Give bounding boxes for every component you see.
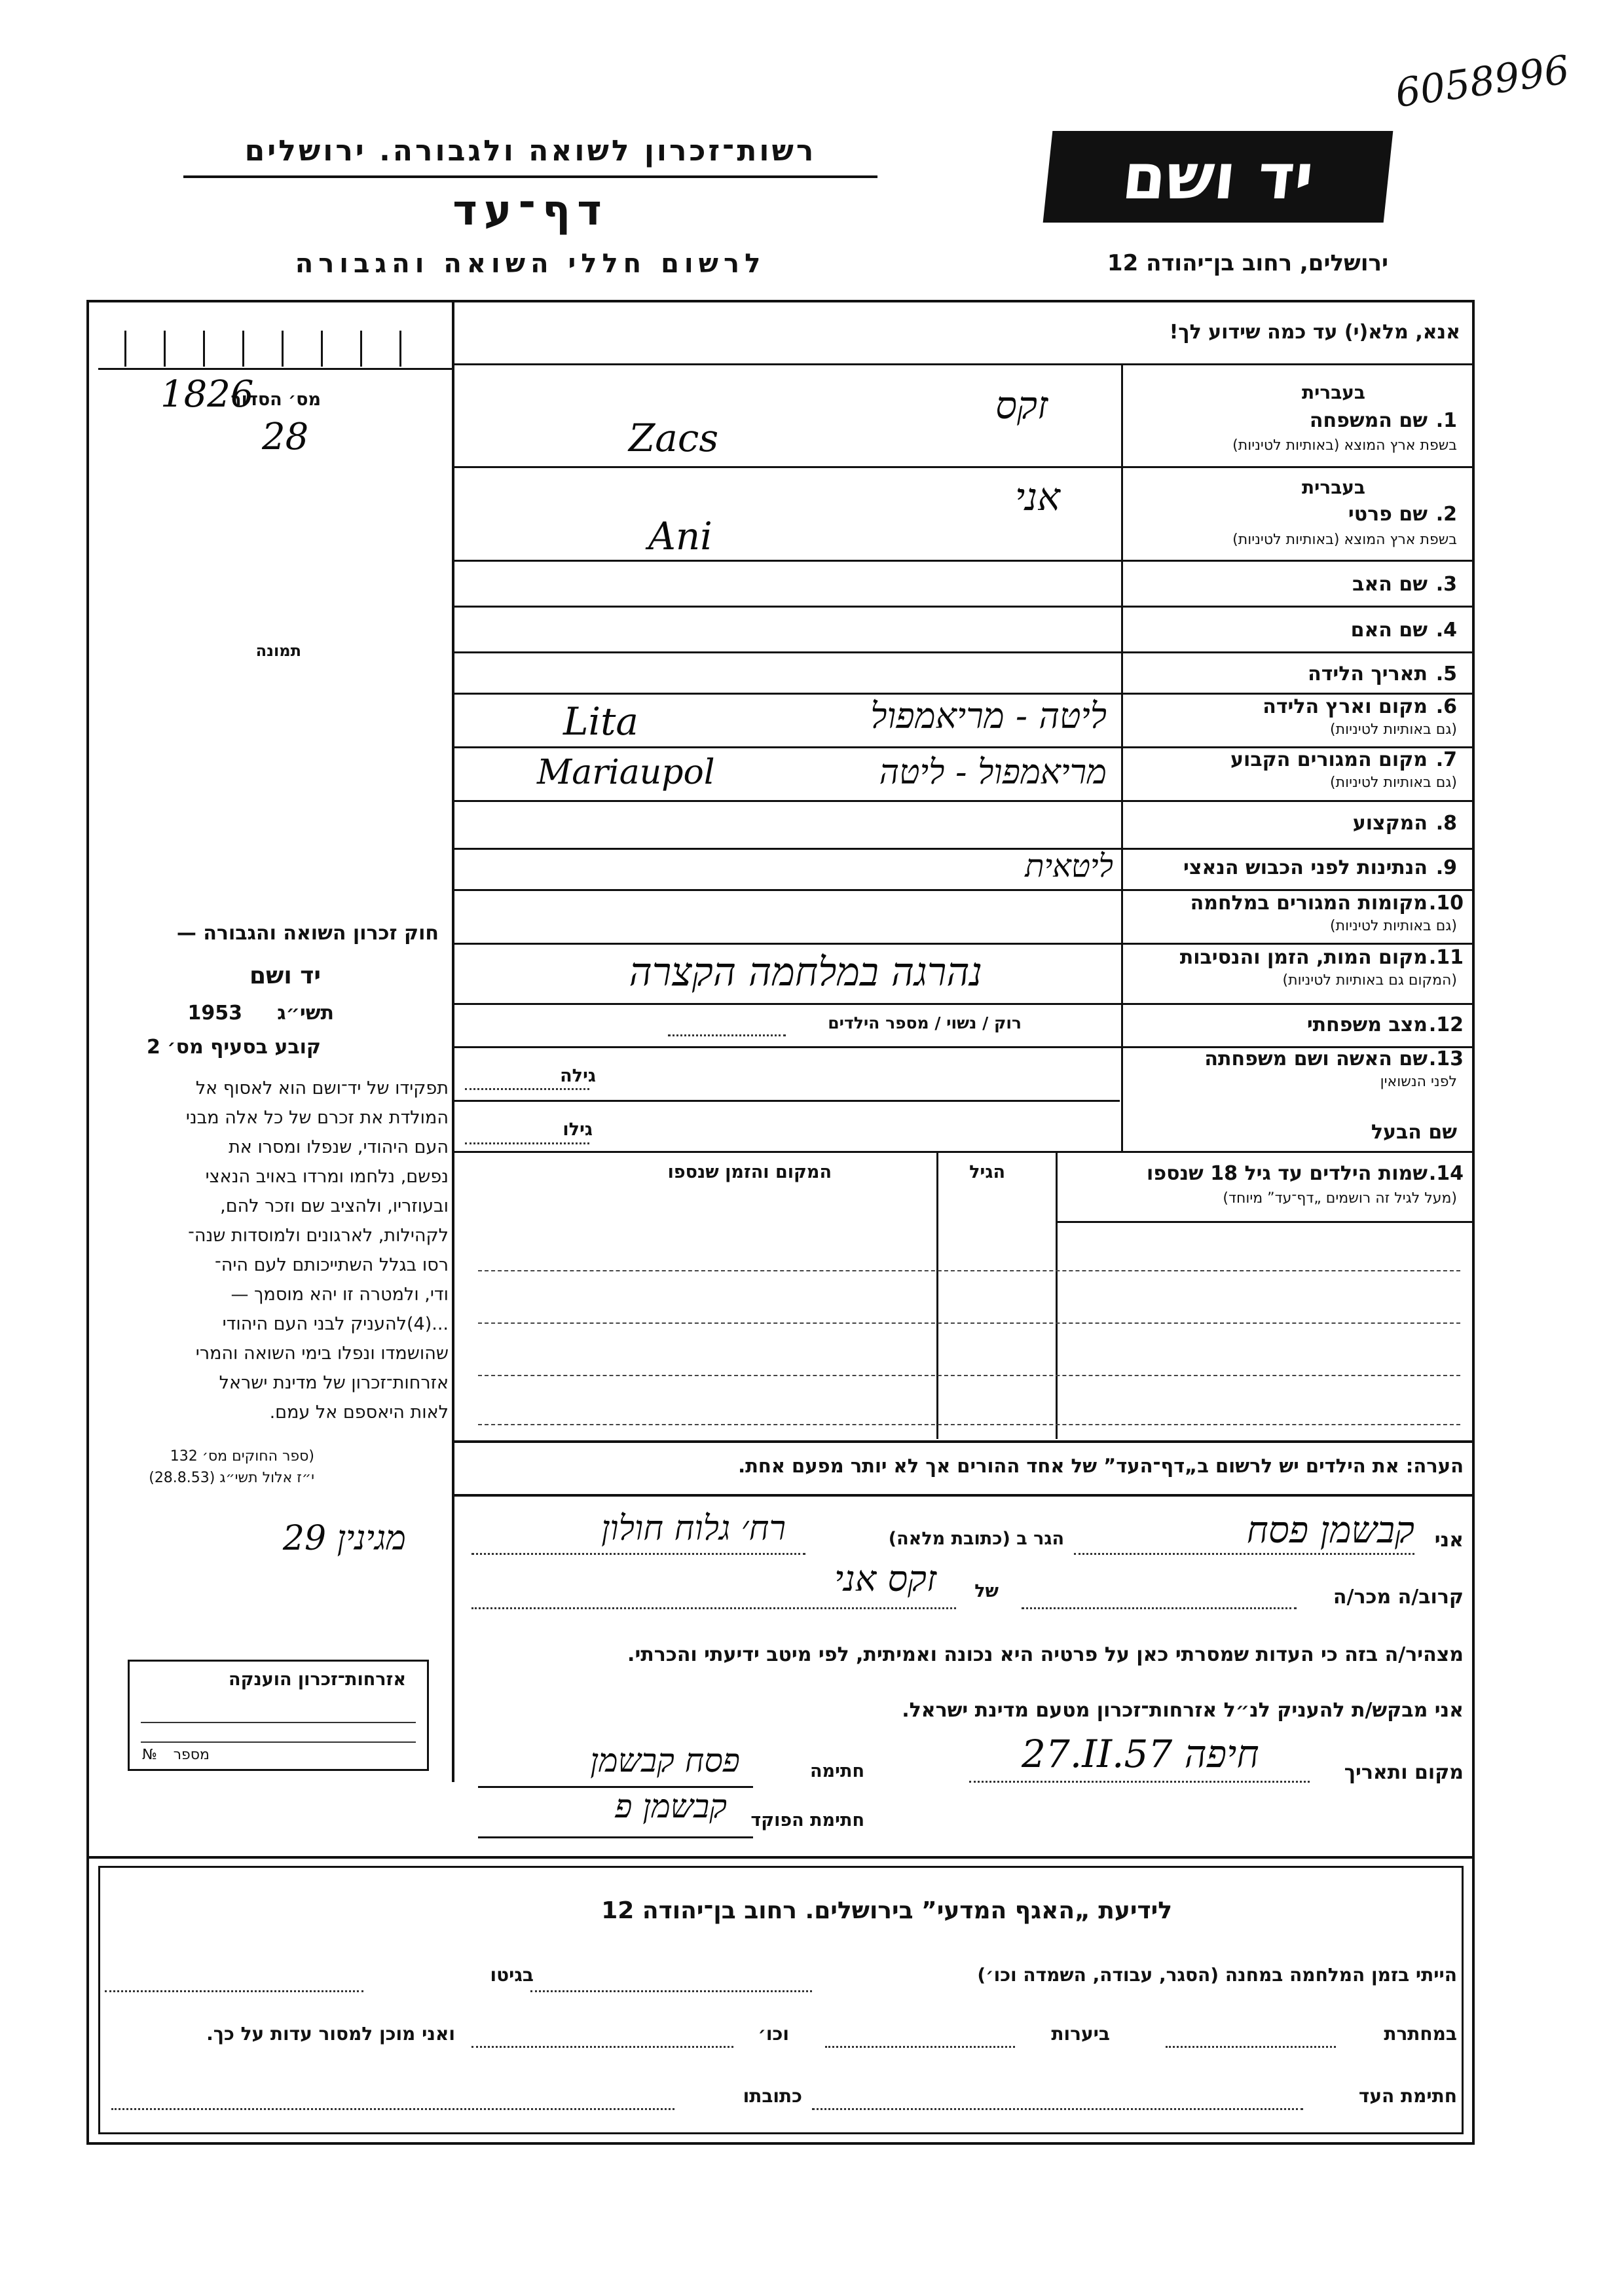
field-6-number: 6. (1435, 695, 1457, 718)
declaration-statement: מצהיר/ה בזה כי העדות שמסרתי כאן על פרטיה היא נכונה ואמיתית, לפי מיטב ידיעתי והכרתי. (627, 1643, 1464, 1666)
field-9-value[interactable]: ליטאית (1025, 848, 1113, 884)
citizenship-number-symbol: № (142, 1747, 157, 1763)
signature-label: חתימה (809, 1761, 864, 1781)
field-1-sublabel: בשפת ארץ המוצא (באותיות לטיניות) (1232, 437, 1457, 454)
field-7-label: מקום המגורים הקבוע (1230, 748, 1428, 771)
declarant-address[interactable]: רח׳ גלוח חולון (601, 1509, 786, 1548)
children-label: שמות הילדים עד גיל 18 שנספו (1147, 1162, 1428, 1185)
place-date-label: מקום ותאריך (1344, 1761, 1464, 1784)
law-text: תפקידו של יד־ושם הוא לאסוף אל המולדת את זכרם של כל אלה מבני העם היהודי, שנפלו ומסרו את נפשם, נלחמו ומרדו באויב הנאצי ובעוזריו, ולהציב שם וזכר להם, לקהילות, לארגונים ולמוסדות שנה־ רסו בגלל השתייכותם לעם היה־ ודי, ולמטרה זו יהא מוסמך — ...(4)להעניק לבני העם היהודי שהושמדו ונפלו בימי השואה והמרי אזרחות־זכרון של מדינת ישראל לאות היאספם אל עמם. (185, 1078, 449, 1423)
law-name: יד ושם (249, 962, 321, 989)
field-2-latin-value[interactable]: Ani (648, 514, 712, 558)
footer-underground-label: במחתרת (1384, 2023, 1457, 2045)
field-13-sublabel: לפני הנשואין (1380, 1074, 1457, 1090)
relative-label: קרוב/ה מכר/ה (1333, 1586, 1464, 1609)
authority-name: רשות־זכרון לשואה ולגבורה. ירושלים (244, 134, 817, 168)
archive-number: 6058996 (1392, 46, 1572, 117)
field-1-hebrew-value[interactable]: זקס (995, 383, 1048, 428)
field-6-label: מקום וארץ הלידה (1263, 695, 1428, 718)
field-11-value[interactable]: נהרגה במלחמה הקצרה (629, 949, 982, 995)
declaration-request: אני מבקש/ת להעניק לנ״ל אזרחות־זכרון מטעם מדינת ישראל. (902, 1699, 1464, 1722)
footer-witness-address-label: כתובתו (743, 2085, 802, 2107)
law-reference: (ספר החוקים מס׳ 132 (170, 1448, 314, 1465)
field-5-label: תאריך הלידה (1308, 663, 1428, 685)
serial-ticks (118, 331, 426, 367)
children-sublabel: (מעל לגיל זה רושמים „דף־עד” מיוחד) (1223, 1190, 1457, 1207)
serial-value: 1826 (160, 373, 254, 416)
footer-witness-signature-label: חתימת העד (1358, 2085, 1457, 2107)
place-date-value[interactable]: 27.II.57 חיפה (1022, 1732, 1259, 1776)
side-handwritten-note: מגינין 29 (282, 1519, 406, 1558)
field-5-number: 5. (1435, 663, 1457, 685)
serial-sub: 28 (262, 416, 309, 458)
relative-of-value[interactable]: זקס אני (834, 1558, 936, 1599)
field-7-number: 7. (1435, 748, 1457, 771)
note-text: הערה: את הילדים יש לרשום ב„דף־העד” של אחד ההורים אך לא יותר מפעם אחת. (738, 1455, 1464, 1477)
husband-name-label: שם הבעל (1371, 1121, 1457, 1144)
field-11-sublabel: (המקום גם באותיות לטיניות) (1282, 972, 1457, 989)
footer-title: לידיעת „האגף המדעי” בירושלים. רחוב בן־יהודה 12 (601, 1897, 1172, 1924)
field-13-label: שם האשה ושם משפחתה (1204, 1048, 1428, 1070)
clerk-signature[interactable]: קבשמן פ (615, 1787, 727, 1825)
clerk-signature-label: חתימת הפוקד (750, 1810, 864, 1831)
footer-camp-label: הייתי בזמן המלחמה במחנה (הסגר, עבודה, השמדה וכו׳) (977, 1964, 1457, 1986)
citizenship-title: אזרחות־זכרון הוענקה (229, 1669, 406, 1690)
children-age-header: הגיל (969, 1162, 1005, 1182)
form-title: דף־עד (452, 187, 608, 235)
yad-vashem-logo: יד ושם (1043, 131, 1393, 223)
law-section: קובע בסעיף מס׳ 2 (146, 1036, 321, 1059)
field-1-number: 1. (1435, 409, 1457, 432)
field-4-number: 4. (1435, 619, 1457, 642)
field-12-number: 12. (1428, 1013, 1464, 1036)
field-11-label: מקום המות, הזמן והנסיבות (1179, 946, 1428, 969)
field-2-hebrew-value[interactable]: אני (1015, 475, 1060, 519)
of-label: של (974, 1581, 999, 1601)
field-2-hebrew-label: בעברית (1301, 477, 1365, 498)
field-8-number: 8. (1435, 812, 1457, 835)
field-8-label: המקצוע (1352, 812, 1428, 835)
children-place-header: המקום והזמן שנספו (667, 1162, 832, 1182)
field-3-label: שם האב (1352, 573, 1428, 596)
law-reference-date: י״ז אלול תשי״ג (28.8.53) (149, 1470, 314, 1486)
footer-forests-label: ביערות (1051, 2023, 1110, 2045)
field-2-label: שם פרטי (1348, 503, 1428, 526)
field-1-label: שם המשפחה (1309, 409, 1428, 432)
footer-etc-label: וכו׳ (758, 2023, 789, 2045)
husband-age-label: גילו (563, 1120, 593, 1140)
field-7-latin-value[interactable]: Mariaupol (537, 753, 715, 792)
declarant-i-label: אני (1434, 1529, 1464, 1552)
field-12-options: רוק / נשוי / מספר הילדים (828, 1013, 1022, 1032)
serial-label: מס׳ הסדור (231, 390, 321, 410)
field-14-number: 14. (1428, 1162, 1464, 1185)
form-subtitle: לרשום חללי השואה והגבורה (295, 249, 766, 279)
field-9-number: 9. (1435, 856, 1457, 879)
field-2-number: 2. (1435, 503, 1457, 526)
law-title: חוק זכרון השואה והגבורה — (176, 922, 439, 945)
citizenship-number-label: מספר (173, 1747, 210, 1763)
field-6-latin-value[interactable]: Lita (563, 699, 638, 744)
field-1-latin-value[interactable]: Zacs (629, 416, 719, 460)
field-9-label: הנתינות לפני הכבוש הנאצי (1183, 856, 1428, 879)
address: ירושלים, רחוב בן־יהודה 12 (1107, 250, 1388, 276)
footer-ghetto-label: בגיטו (490, 1964, 534, 1986)
field-2-sublabel: בשפת ארץ המוצא (באותיות לטיניות) (1232, 532, 1457, 548)
field-6-sublabel: (גם באותיות לטיניות) (1330, 721, 1457, 738)
field-13-age-label: גילה (560, 1066, 596, 1086)
field-1-hebrew-label: בעברית (1301, 382, 1365, 403)
field-10-sublabel: (גם באותיות לטיניות) (1330, 918, 1457, 934)
intro-text: אנא, מלא(י) עד כמה שידוע לך! (1169, 321, 1460, 344)
declarant-signature[interactable]: פסח קבשמן (590, 1741, 740, 1779)
field-10-label: מקומות המגורים במלחמה (1190, 892, 1428, 915)
declarant-address-label: הגר ב (כתובת מלאה) (888, 1529, 1064, 1549)
field-12-label: מצב משפחתי (1306, 1013, 1428, 1036)
field-3-number: 3. (1435, 573, 1457, 596)
field-10-number: 10. (1428, 892, 1464, 915)
field-4-label: שם האם (1350, 619, 1428, 642)
law-year: 1953 (187, 1002, 242, 1025)
field-7-value[interactable]: מריאמפול - ליטה (879, 753, 1107, 792)
field-11-number: 11. (1428, 946, 1464, 969)
field-6-value[interactable]: ליטה - מריאמפול (870, 695, 1107, 737)
footer-testimony-label: ואני מוכן למסור עדות על כך. (206, 2023, 455, 2045)
field-13-number: 13. (1428, 1048, 1464, 1070)
field-7-sublabel: (גם באותיות לטיניות) (1330, 774, 1457, 791)
law-year-hebrew: תשי״ג (277, 1002, 334, 1025)
photo-label: תמונה (255, 642, 301, 660)
declarant-name[interactable]: קבשמן פסח (1246, 1509, 1414, 1552)
